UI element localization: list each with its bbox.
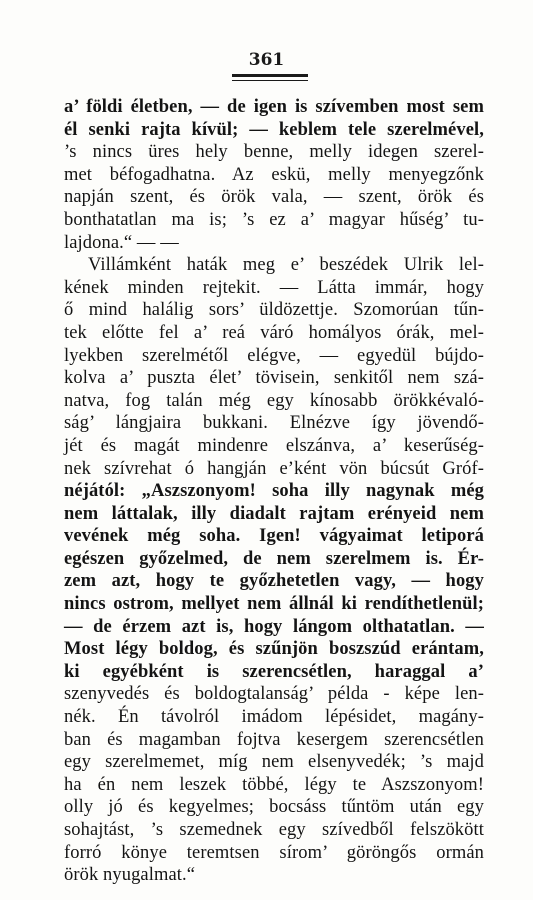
text-line: Most légy boldog, és szűnjön boszszúd erántam,: [64, 639, 484, 660]
text-line: kének minden rejtekit. — Látta immár, hogy: [64, 277, 484, 298]
text-line: ’s nincs üres hely benne, melly idegen szerel-: [64, 142, 484, 163]
text-line: lajdona.“ — —: [64, 232, 179, 253]
text-line: él senki rajta kívül; — keblem tele szerelmével,: [64, 119, 484, 140]
text-line: ki egyébként is szerencsétlen, haraggal a’: [64, 661, 484, 682]
text-line: nincs ostrom, mellyet nem állnál ki rendíthetlenül;: [64, 594, 484, 615]
text-line: ha én nem leszek többé, légy te Aszszonyom!: [64, 774, 484, 795]
text-line: kolva a’ puszta élet’ tövisein, senkitől nem szá-: [64, 368, 484, 389]
text-line: ság’ lángjaira bukkani. Elnézve így jövendő-: [64, 413, 484, 434]
text-line: Villámként haták meg e’ beszédek Ulrik lel-: [88, 255, 484, 276]
text-line: ő mind halálig sors’ üldözettje. Szomorúan tűn-: [64, 300, 484, 321]
text-line: lyekben szerelmétől elégve, — egyedül bújdo-: [64, 345, 484, 366]
text-line: vevének még soha. Igen! vágyaimat letiporá: [64, 526, 484, 547]
text-line: bonthatatlan ma is; ’s ez a’ magyar hűség’ tu-: [64, 209, 484, 230]
body-text: [64, 96, 484, 887]
text-line: tek előtte fel a’ reá váró homályos órák, mel-: [64, 322, 484, 343]
text-line: nem láttalak, illy diadalt rajtam erényeid nem: [64, 503, 484, 524]
text-line: forró könye teremtsen sírom’ göröngős ormán: [64, 842, 484, 863]
text-line: natva, fog talán még egy kínosabb örökkévaló-: [64, 390, 484, 411]
text-line: met béfogadhatna. Az eskü, melly menyegzőnk: [64, 164, 484, 185]
text-line: zem azt, hogy te győzhetetlen vagy, — hogy: [64, 571, 484, 592]
text-line: napján szent, és örök vala, — szent, örök és: [64, 187, 484, 208]
text-line: olly jó és kegyelmes; bocsáss tűntöm után egy: [64, 797, 484, 818]
text-line: örök nyugalmat.“: [64, 865, 196, 886]
text-line: ban és magamban fojtva kesergem szerencsétlen: [64, 729, 484, 750]
text-line: egészen győzelmed, de nem szerelmem is. Ér-: [64, 548, 484, 569]
text-line: — de érzem azt is, hogy lángom olthatatlan. —: [64, 616, 484, 637]
page-number: 361: [248, 50, 285, 70]
text-line: szenyvedés és boldogtalanság’ példa - képe len-: [64, 684, 484, 705]
text-line: nek szívrehat ó hangján e’ként vön búcsút Gróf-: [64, 458, 484, 479]
text-line: néjától: „Aszszonyom! soha illy nagynak még: [64, 481, 484, 502]
text-line: egy szerelmemet, míg nem elsenyvedék; ’s majd: [64, 752, 484, 773]
text-line: jét és magát mindenre elszánva, a’ keserűség-: [64, 435, 484, 456]
header-rule-thick: [232, 74, 308, 77]
header-rule-thin: [232, 80, 308, 81]
text-line: nék. Én távolról imádom lépésidet, magány-: [64, 707, 484, 728]
text-line: a’ földi életben, — de igen is szívemben most sem: [64, 97, 484, 117]
text-line: sohajtást, ’s szemednek egy szívedből felszökött: [64, 820, 484, 840]
